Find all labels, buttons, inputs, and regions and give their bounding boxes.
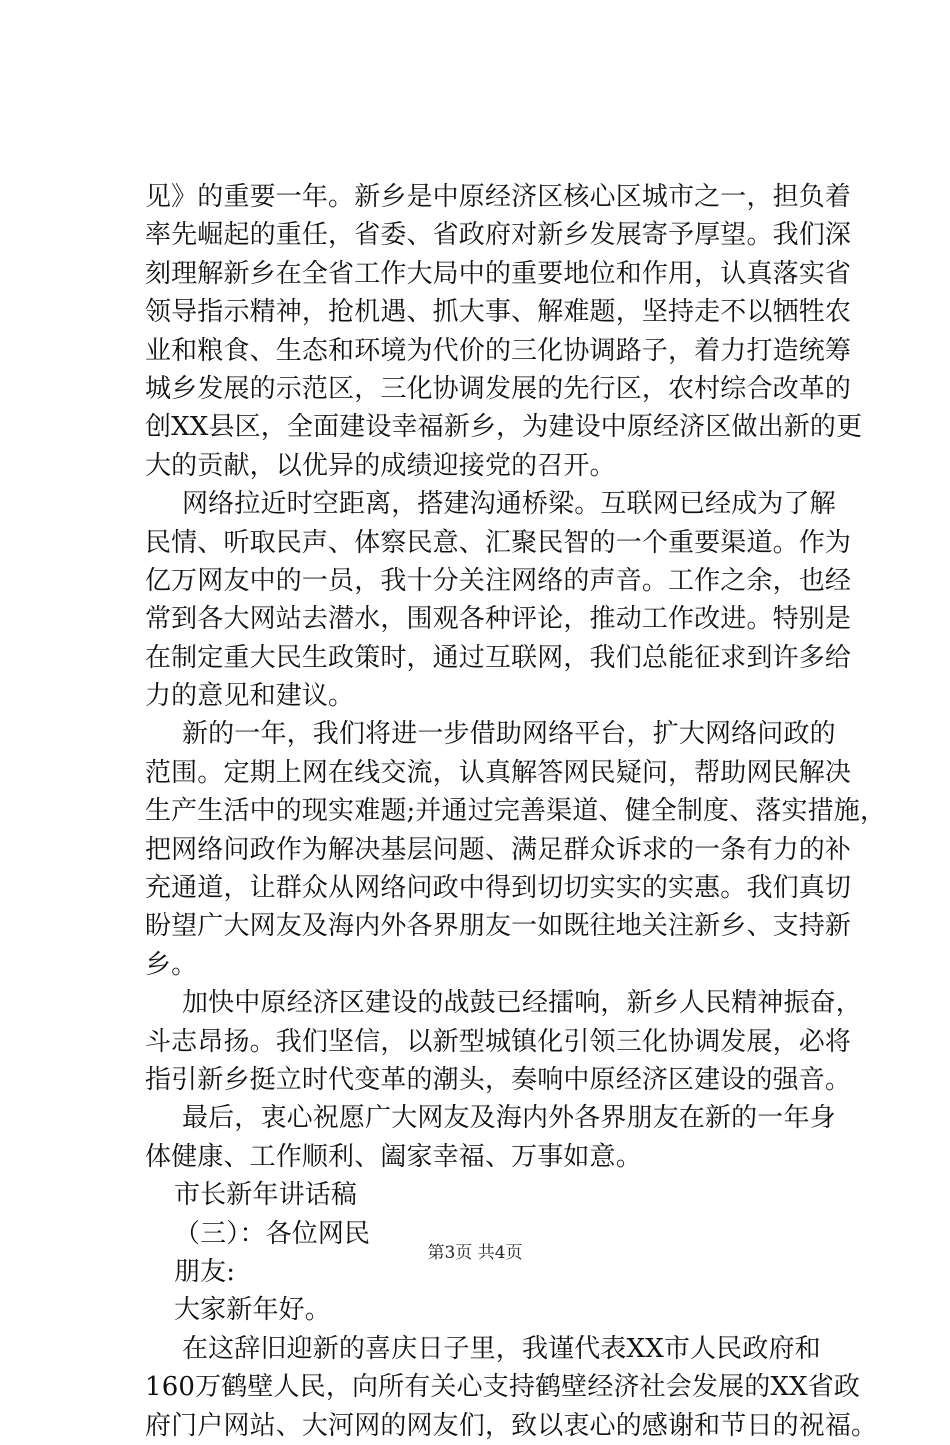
text-line: 刻理解新乡在全省工作大局中的重要地位和作用，认真落实省 — [145, 258, 852, 289]
text-line: 范围。定期上网在线交流，认真解答网民疑问，帮助网民解决 — [145, 757, 852, 788]
text-line: 亿万网友中的一员，我十分关注网络的声音。工作之余，也经 — [145, 565, 852, 596]
text-line: 率先崛起的重任，省委、省政府对新乡发展寄予厚望。我们深 — [145, 220, 852, 251]
paragraph-start-line: 最后，衷心祝愿广大网友及海内外各界朋友在新的一年身 — [182, 1103, 836, 1134]
text-line: 盼望广大网友及海内外各界朋友一如既往地关注新乡、支持新 — [145, 911, 852, 942]
text-line: 指引新乡挺立时代变革的潮头，奏响中原经济区建设的强音。 — [145, 1064, 852, 1095]
paragraph-start-line: 新的一年，我们将进一步借助网络平台，扩大网络问政的 — [182, 719, 836, 750]
text-line: 把网络问政作为解决基层问题、满足群众诉求的一条有力的补 — [145, 834, 852, 865]
text-line: 创XX县区，全面建设幸福新乡，为建设中原经济区做出新的更 — [145, 412, 863, 443]
text-line: 领导指示精神，抢机遇、抓大事、解难题，坚持走不以牺牲农 — [145, 297, 852, 328]
salutation-line: 朋友: — [174, 1256, 236, 1287]
text-line: 生产生活中的现实难题;并通过完善渠道、健全制度、落实措施， — [145, 796, 887, 827]
section-heading: 市长新年讲话稿 — [174, 1180, 358, 1211]
section-subheading: （三）：各位网民 — [174, 1218, 371, 1249]
text-line: 在制定重大民生政策时，通过互联网，我们总能征求到许多给 — [145, 642, 852, 673]
text-line: 业和粮食、生态和环境为代价的三化协调路子，着力打造统筹 — [145, 335, 852, 366]
text-line: 大的贡献，以优异的成绩迎接党的召开。 — [145, 450, 616, 481]
text-line: 力的意见和建议。 — [145, 681, 355, 712]
paragraph-start-line: 在这辞旧迎新的喜庆日子里，我谨代表XX市人民政府和 — [182, 1333, 821, 1364]
text-line: 体健康、工作顺利、阖家幸福、万事如意。 — [145, 1141, 642, 1172]
paragraph-start-line: 加快中原经济区建设的战鼓已经擂响，新乡人民精神振奋， — [182, 988, 862, 1019]
page-footer: 第3页 共4页 — [427, 1243, 523, 1263]
text-line: 斗志昂扬。我们坚信，以新型城镇化引领三化协调发展，必将 — [145, 1026, 852, 1057]
text-line: 府门户网站、大河网的网友们，致以衷心的感谢和节日的祝福。 — [145, 1410, 878, 1441]
text-line: 160万鹤壁人民，向所有关心支持鹤壁经济社会发展的XX省政 — [145, 1372, 860, 1403]
text-line: 见》的重要一年。新乡是中原经济区核心区城市之一，担负着 — [145, 182, 852, 212]
greeting-line: 大家新年好。 — [174, 1295, 331, 1326]
paragraph-start-line: 网络拉近时空距离，搭建沟通桥梁。互联网已经成为了解 — [182, 489, 836, 520]
text-line: 常到各大网站去潜水，围观各种评论，推动工作改进。特别是 — [145, 604, 852, 635]
text-line: 乡。 — [145, 949, 198, 980]
text-line: 城乡发展的示范区，三化协调发展的先行区，农村综合改革的 — [145, 373, 852, 404]
text-line: 民情、听取民声、体察民意、汇聚民智的一个重要渠道。作为 — [145, 527, 852, 558]
text-line: 充通道，让群众从网络问政中得到切切实实的实惠。我们真切 — [145, 873, 852, 904]
